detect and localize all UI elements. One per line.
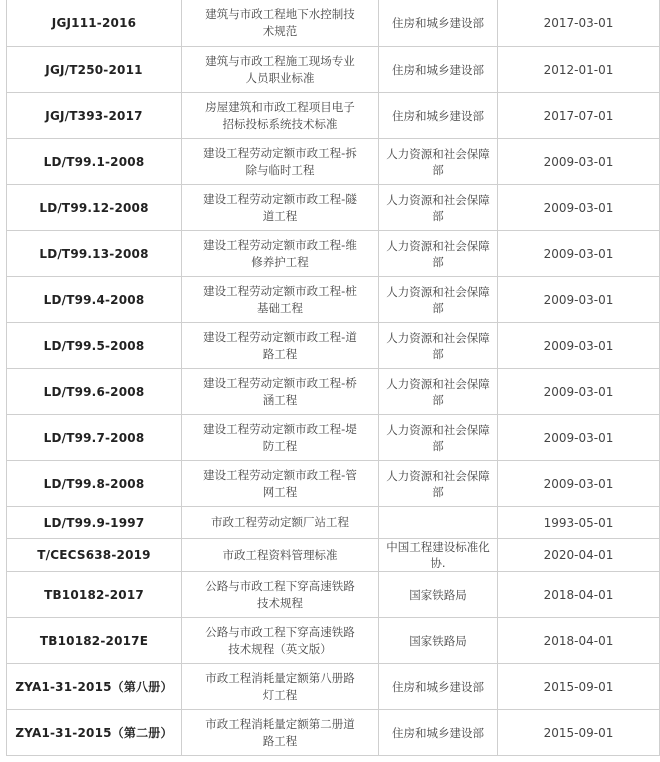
effective-date: 2018-04-01 [498,572,660,618]
issuing-department: 住房和城乡建设部 [379,710,498,756]
issuing-department: 国家铁路局 [379,572,498,618]
standard-code: ZYA1-31-2015（第八册） [7,664,182,710]
standard-name [182,415,379,461]
standard-name [182,572,379,618]
table-row [7,93,660,139]
standard-name-text: 房屋建筑和市政工程项目电子招标投标系统技术标准 [205,99,355,131]
table-row [7,710,660,756]
table-row [7,185,660,231]
standard-name [182,323,379,369]
issuing-department: 人力资源和社会保障部 [379,185,498,231]
issuing-department: 人力资源和社会保障部 [379,277,498,323]
standard-name [182,47,379,93]
issuing-department: 人力资源和社会保障部 [379,415,498,461]
standards-table [6,0,660,756]
table-row [7,277,660,323]
effective-date: 2009-03-01 [498,369,660,415]
effective-date: 2015-09-01 [498,664,660,710]
issuing-department: 人力资源和社会保障部 [379,323,498,369]
table-row [7,461,660,507]
table-row [7,0,660,47]
standard-name-text: 公路与市政工程下穿高速铁路技术规程（英文版） [205,624,355,656]
standard-name-text: 建设工程劳动定额市政工程-管网工程 [203,467,357,499]
standard-name-text: 建设工程劳动定额市政工程-桩基础工程 [203,283,357,315]
issuing-department: 人力资源和社会保障部 [379,139,498,185]
effective-date: 2009-03-01 [498,323,660,369]
table-row [7,323,660,369]
table-row [7,618,660,664]
standard-code: LD/T99.8-2008 [7,461,182,507]
standard-name [182,139,379,185]
standard-code: JGJ/T250-2011 [7,47,182,93]
effective-date: 2009-03-01 [498,415,660,461]
standard-name [182,539,379,572]
standard-name [182,93,379,139]
standard-code: LD/T99.13-2008 [7,231,182,277]
table-row [7,415,660,461]
effective-date: 2017-03-01 [498,0,660,47]
standard-name-text: 建设工程劳动定额市政工程-隧道工程 [203,191,357,223]
effective-date: 2020-04-01 [498,539,660,572]
standard-name [182,185,379,231]
issuing-department: 人力资源和社会保障部 [379,369,498,415]
table-row [7,139,660,185]
standard-code: JGJ111-2016 [7,0,182,47]
standard-name-text: 市政工程资料管理标准 [222,547,338,562]
standards-table-body [7,0,660,756]
effective-date: 2009-03-01 [498,231,660,277]
standard-name [182,618,379,664]
effective-date: 2012-01-01 [498,47,660,93]
standard-name [182,369,379,415]
issuing-department: 人力资源和社会保障部 [379,461,498,507]
standard-name [182,461,379,507]
standard-code: LD/T99.4-2008 [7,277,182,323]
issuing-department: 中国工程建设标准化协. [379,539,498,572]
issuing-department: 国家铁路局 [379,618,498,664]
table-row [7,47,660,93]
standard-name [182,277,379,323]
standard-code: T/CECS638-2019 [7,539,182,572]
table-row [7,369,660,415]
effective-date: 2009-03-01 [498,139,660,185]
standard-name [182,507,379,539]
standard-name [182,710,379,756]
standard-name-text: 公路与市政工程下穿高速铁路技术规程 [205,578,355,610]
standard-code: TB10182-2017E [7,618,182,664]
table-row [7,664,660,710]
standard-name-text: 建设工程劳动定额市政工程-维修养护工程 [203,237,357,269]
standard-name-text: 建设工程劳动定额市政工程-拆除与临时工程 [203,145,357,177]
issuing-department [379,507,498,539]
table-row [7,231,660,277]
effective-date: 2009-03-01 [498,185,660,231]
effective-date: 2017-07-01 [498,93,660,139]
standard-name [182,664,379,710]
standard-code: JGJ/T393-2017 [7,93,182,139]
standard-code: LD/T99.7-2008 [7,415,182,461]
standard-code: LD/T99.5-2008 [7,323,182,369]
standard-code: ZYA1-31-2015（第二册） [7,710,182,756]
table-row [7,539,660,572]
effective-date: 2009-03-01 [498,461,660,507]
issuing-department: 住房和城乡建设部 [379,47,498,93]
standard-name [182,0,379,47]
standard-code: LD/T99.1-2008 [7,139,182,185]
standard-code: TB10182-2017 [7,572,182,618]
effective-date: 2018-04-01 [498,618,660,664]
issuing-department: 住房和城乡建设部 [379,0,498,47]
standard-name-text: 市政工程消耗量定额第二册道路工程 [205,716,355,748]
standard-name-text: 建设工程劳动定额市政工程-桥涵工程 [203,375,357,407]
standard-code: LD/T99.9-1997 [7,507,182,539]
standard-name-text: 市政工程劳动定额厂站工程 [211,515,349,529]
standard-name-text: 建设工程劳动定额市政工程-堤防工程 [203,421,357,453]
standard-name-text: 建筑与市政工程地下水控制技术规范 [205,7,355,38]
standard-name-text: 建筑与市政工程施工现场专业人员职业标准 [205,53,355,85]
standard-code: LD/T99.6-2008 [7,369,182,415]
effective-date: 2015-09-01 [498,710,660,756]
standard-name-text: 市政工程消耗量定额第八册路灯工程 [205,670,355,702]
table-row [7,572,660,618]
issuing-department: 住房和城乡建设部 [379,93,498,139]
standard-name-text: 建设工程劳动定额市政工程-道路工程 [203,329,357,361]
table-row [7,507,660,539]
standard-code: LD/T99.12-2008 [7,185,182,231]
issuing-department: 住房和城乡建设部 [379,664,498,710]
effective-date: 1993-05-01 [498,507,660,539]
issuing-department: 人力资源和社会保障部 [379,231,498,277]
standard-name [182,231,379,277]
effective-date: 2009-03-01 [498,277,660,323]
